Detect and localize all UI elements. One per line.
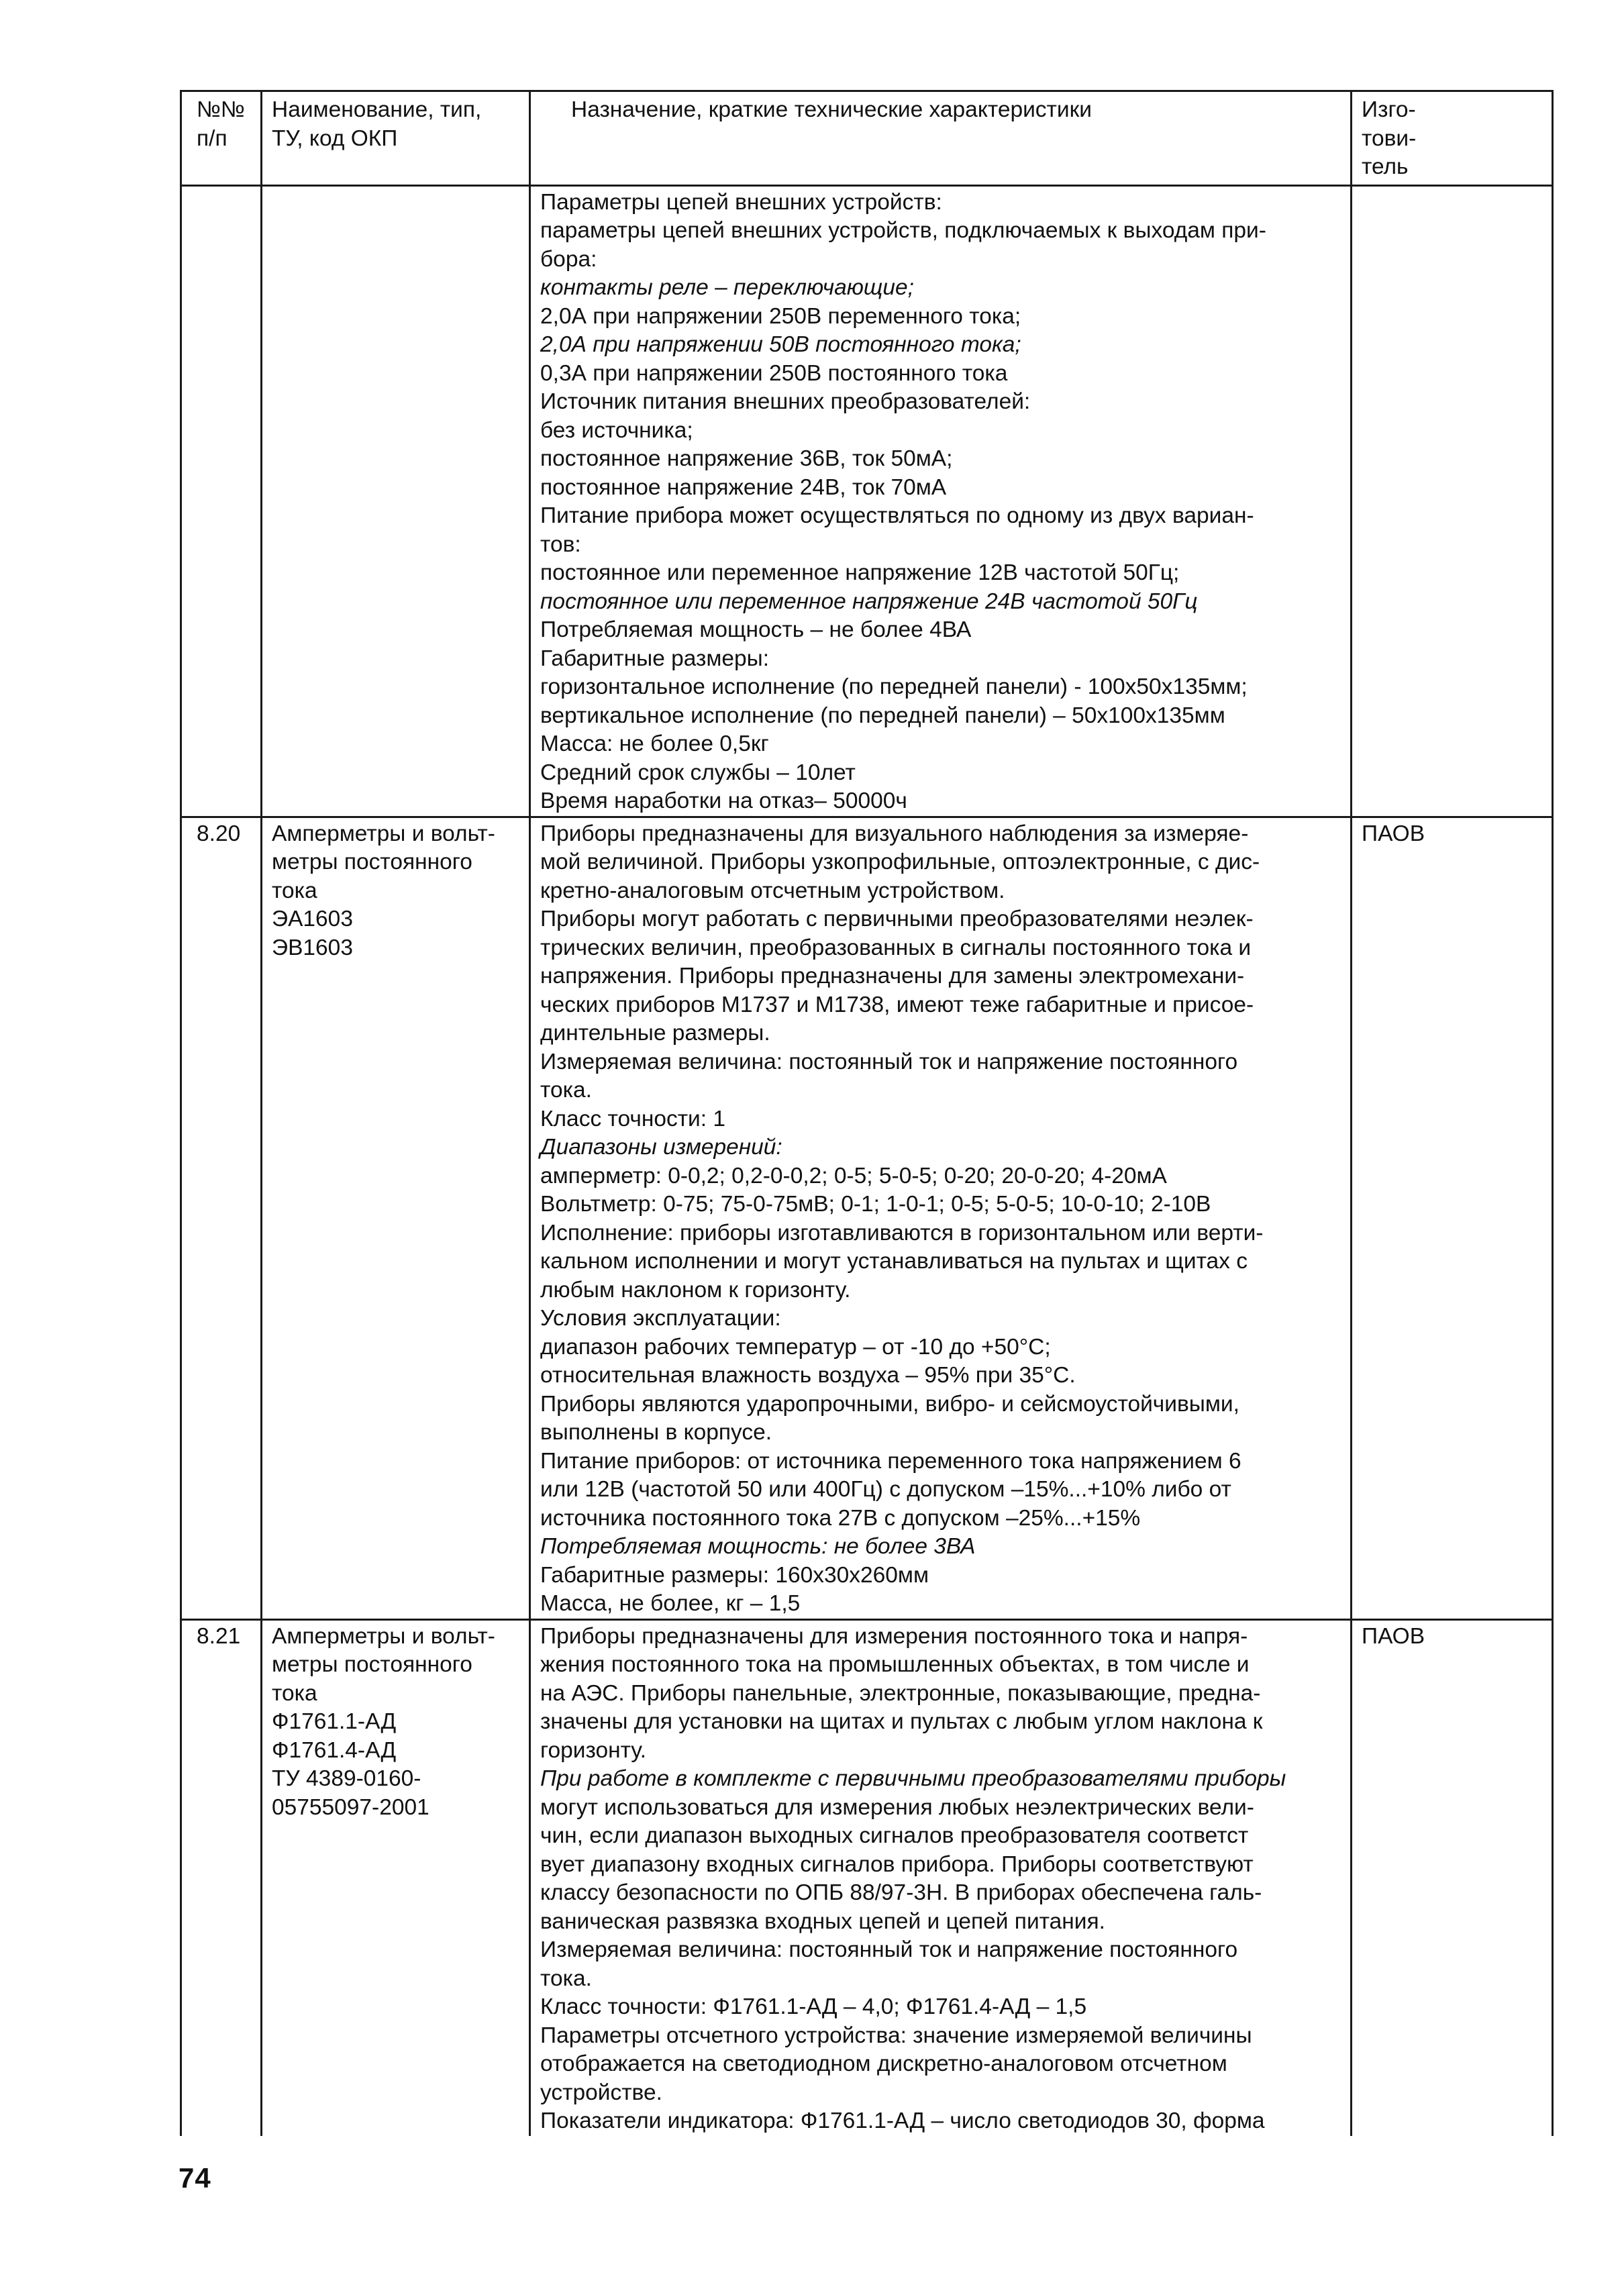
page-number: 74 — [179, 2162, 211, 2194]
row-manufacturer: ПАОВ — [1352, 817, 1553, 1619]
row-number: 8.20 — [181, 817, 262, 1619]
header-description: Назначение, краткие технические характеристики — [530, 91, 1352, 186]
row-manufacturer: ПАОВ — [1352, 1619, 1553, 2136]
row-name: Амперметры и вольт- метры постоянного тока ЭА1603 ЭВ1603 — [262, 817, 530, 1619]
header-manufacturer: Изго- тови- тель — [1352, 91, 1553, 186]
row-number — [181, 185, 262, 817]
row-description: Приборы предназначены для визуального наблюдения за измеряе- мой величиной. Приборы узкопрофильные, оптоэлектронные, с дис- кретно-аналоговым отсчетным устройством. Приборы могут работать с первичными преобразователями неэлек- трических величин, преобразованных в сигналы постоянного тока и напряжения. Приборы предназначены для замены электромехани- ческих приборов М1737 и М1738, имеют теже габаритные и присое- динтельные размеры. Измеряемая величина: постоянный ток и напряжение постоянного тока. Класс точности: 1 Диапазоны измерений: амперметр: 0-0,2; 0,2-0-0,2; 0-5; 5-0-5; 0-20; 20-0-20; 4-20мА Вольтметр: 0-75; 75-0-75мВ; 0-1; 1-0-1; 0-5; 5-0-5; 10-0-10; 2-10В Исполнение: приборы изготавливаются в горизонтальном или верти- кальном исполнении и могут устанавливаться на пультах и щитах с любым наклоном к горизонту. Условия эксплуатации: диапазон рабочих температур – от -10 до +50°С; относительная влажность воздуха – 95% при 35°С. Приборы являются ударопрочными, вибро- и сейсмоустойчивыми, выполнены в корпусе. Питание приборов: от источника переменного тока напряжением 6 или 12В (частотой 50 или 400Гц) с допуском –15%...+10% либо от источника постоянного тока 27В с допуском –25%...+15% Потребляемая мощность: не более 3ВА Габаритные размеры: 160х30х260мм Масса, не более, кг – 1,5 — [530, 817, 1352, 1619]
row-description: Параметры цепей внешних устройств: параметры цепей внешних устройств, подключаемых к выходам при- бора: контакты реле – переключающие; 2,0А при напряжении 250В переменного тока; 2,0А при напряжении 50В постоянного тока; 0,3А при напряжении 250В постоянного тока Источник питания внешних преобразователей: без источника; постоянное напряжение 36В, ток 50мА; постоянное напряжение 24В, ток 70мА Питание прибора может осуществляться по одному из двух вариан- тов: постоянное или переменное напряжение 12В частотой 50Гц; постоянное или переменное напряжение 24В частотой 50Гц Потребляемая мощность – не более 4ВА Габаритные размеры: горизонтальное исполнение (по передней панели) - 100х50х135мм; вертикальное исполнение (по передней панели) – 50х100х135мм Масса: не более 0,5кг Средний срок службы – 10лет Время наработки на отказ– 50000ч — [530, 185, 1352, 817]
row-name — [262, 185, 530, 817]
header-name: Наименование, тип, ТУ, код ОКП — [262, 91, 530, 186]
row-number: 8.21 — [181, 1619, 262, 2136]
header-number: №№ п/п — [181, 91, 262, 186]
row-name: Амперметры и вольт- метры постоянного тока Ф1761.1-АД Ф1761.4-АД ТУ 4389-0160- 05755097-2001 — [262, 1619, 530, 2136]
table-row-8-21 — [181, 1619, 1553, 2136]
table-header-row — [181, 91, 1553, 186]
table-row-continued — [181, 185, 1553, 817]
row-manufacturer — [1352, 185, 1553, 817]
table-row-8-20 — [181, 817, 1553, 1619]
row-description: Приборы предназначены для измерения постоянного тока и напря- жения постоянного тока на промышленных объектах, в том числе и на АЭС. Приборы панельные, электронные, показывающие, предна- значены для установки на щитах и пультах с любым углом наклона к горизонту. При работе в комплекте с первичными преобразователями приборы могут использоваться для измерения любых неэлектрических вели- чин, если диапазон выходных сигналов преобразователя соответст вует диапазону входных сигналов прибора. Приборы соответствуют классу безопасности по ОПБ 88/97-3Н. В приборах обеспечена галь- ваническая развязка входных цепей и цепей питания. Измеряемая величина: постоянный ток и напряжение постоянного тока. Класс точности: Ф1761.1-АД – 4,0; Ф1761.4-АД – 1,5 Параметры отсчетного устройства: значение измеряемой величины отображается на светодиодном дискретно-аналоговом отсчетном устройстве. Показатели индикатора: Ф1761.1-АД – число светодиодов 30, форма — [530, 1619, 1352, 2136]
catalog-table — [180, 90, 1554, 2136]
